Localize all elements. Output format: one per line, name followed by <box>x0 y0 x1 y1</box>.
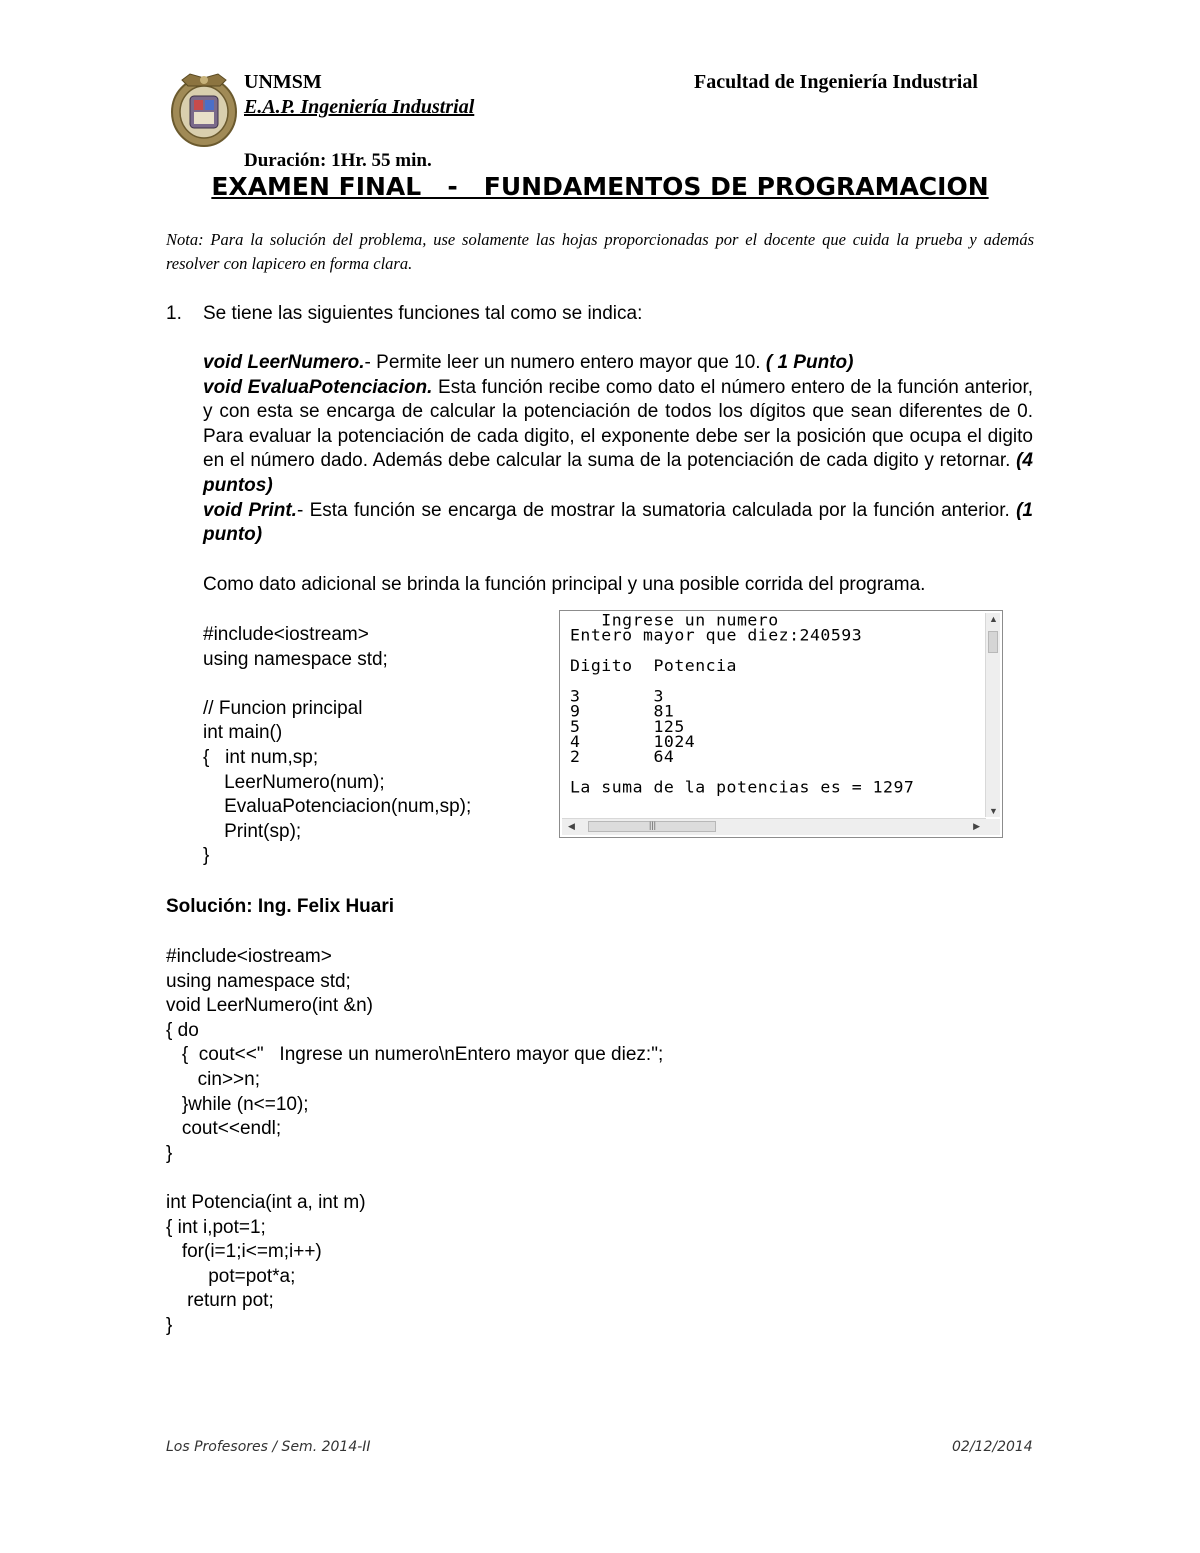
function-description: - Permite leer un numero entero mayor que 10. <box>364 352 766 373</box>
scroll-up-icon[interactable]: ▲ <box>989 614 998 624</box>
console-output: Ingrese un numero Entero mayor que diez:240593 Digito Potencia 3 3 9 81 5 125 4 1024 2 64 La suma de la potencias es = 1297 <box>570 613 915 797</box>
scroll-down-icon[interactable]: ▼ <box>989 806 998 816</box>
function-description: - Esta función se encarga de mostrar la sumatoria calculada por la función anterior. <box>296 499 1017 521</box>
vertical-scrollbar[interactable] <box>985 613 1000 817</box>
solution-heading: Solución: Ing. Felix Huari <box>166 896 395 917</box>
function-points: (4 puntos) <box>203 450 1033 496</box>
function-name: void Print. <box>203 499 297 521</box>
grip-icon: ||| <box>649 820 657 830</box>
scroll-left-icon[interactable]: ◀ <box>568 821 575 831</box>
horizontal-scrollbar[interactable] <box>562 818 986 835</box>
function-descriptions <box>203 351 1033 548</box>
console-output-area <box>562 613 986 817</box>
question-intro: Se tiene las siguientes funciones tal como se indica: <box>203 303 643 324</box>
main-function-code: #include<iostream> using namespace std; // Funcion principal int main() { int num,sp; LeerNumero(num); EvaluaPotenciacion(num,sp); Print(sp); } <box>203 624 472 867</box>
function-leernumero <box>203 351 1033 376</box>
footer-left: Los Profesores / Sem. 2014-II <box>166 1439 371 1455</box>
function-name: void LeerNumero. <box>203 352 365 373</box>
solution-code: #include<iostream> using namespace std; void LeerNumero(int &n) { do { cout<<" Ingrese un numero\nEntero mayor que diez:"; cin>>n; }while (n<=10); cout<<endl; } int Potencia(int a, int m) { int i,pot=1; for(i=1;i<=m;i++) pot=pot*a; return pot; } <box>166 946 664 1336</box>
function-print <box>203 499 1033 548</box>
horizontal-scroll-thumb[interactable] <box>588 821 716 832</box>
function-description: Esta función recibe como dato el número entero de la función anterior, y con esta se encarga de calcular la potenciación de todos los dígitos que sean diferentes de 0. Para evaluar la potenciación de cada digito, el exponente debe ser la posición que ocupa el digito en el número dado. Además debe calcular la suma de la potenciación de cada digito y retornar. <box>203 376 1034 472</box>
scroll-right-icon[interactable]: ▶ <box>973 821 980 831</box>
vertical-scroll-thumb[interactable] <box>988 631 998 653</box>
footer-date: 02/12/2014 <box>952 1439 1033 1455</box>
exam-note: Nota: Para la solución del problema, use solamente las hojas proporcionadas por el docente que cuida la prueba y además resolver con lapicero en forma clara. <box>166 230 1034 273</box>
function-points: ( 1 Punto) <box>765 352 854 373</box>
school-name: E.A.P. Ingeniería Industrial <box>244 96 475 118</box>
faculty-name: Facultad de Ingeniería Industrial <box>694 71 978 93</box>
function-evaluapotenciacion <box>203 376 1033 499</box>
university-name: UNMSM <box>244 71 322 93</box>
scrollbar-corner <box>986 819 1000 835</box>
console-window <box>559 610 1003 838</box>
function-points: (1 punto) <box>203 499 1033 546</box>
additional-info: Como dato adicional se brinda la función principal y una posible corrida del programa. <box>203 574 926 595</box>
page-title: EXAMEN FINAL - FUNDAMENTOS DE PROGRAMACION <box>211 172 989 201</box>
question-number: 1. <box>166 303 182 324</box>
exam-duration: Duración: 1Hr. 55 min. <box>244 150 432 171</box>
function-name: void EvaluaPotenciacion. <box>203 376 433 398</box>
university-crest-icon <box>168 70 240 150</box>
